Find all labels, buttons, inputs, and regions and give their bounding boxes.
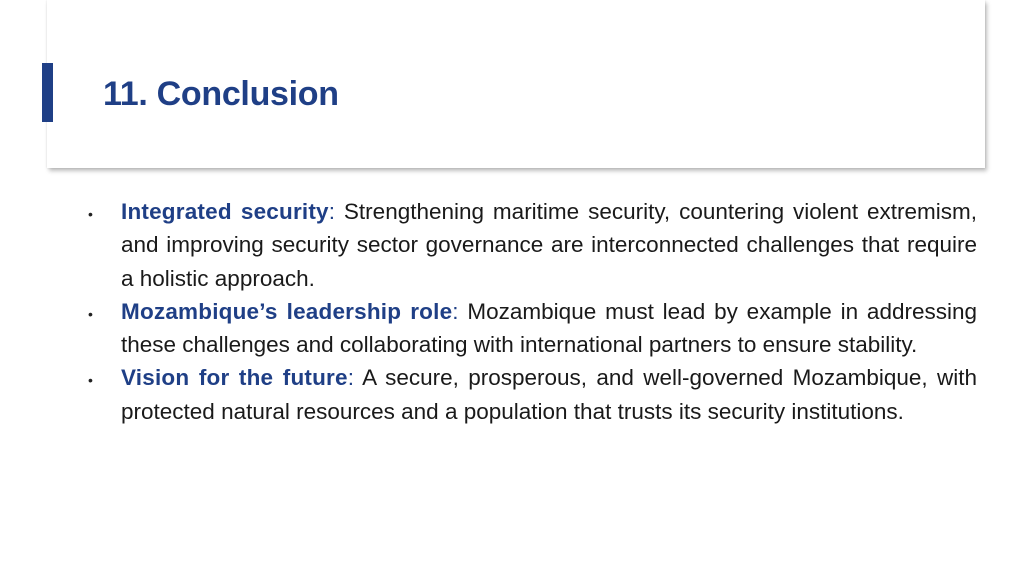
bullet-text: A secure, prosperous, and well-governed Mozambique, with protected natural resources and a population that trusts its security institutions. — [121, 365, 977, 424]
bullet-dot-icon: • — [88, 206, 93, 222]
bullet-text: Strengthening maritime security, countering violent extremism, and improving security sector governance are interconnected challenges that require a holistic approach. — [121, 199, 977, 291]
title-accent-bar — [42, 63, 53, 122]
bullet-dot-icon: • — [88, 372, 93, 389]
bullet-separator: : — [452, 298, 459, 324]
bullet-term: Vision for the future — [121, 365, 348, 391]
bullet-term: Mozambique’s leadership role — [121, 298, 453, 324]
slide-title: 11. Conclusion — [103, 75, 339, 113]
bullet-item-integrated-security — [80, 195, 977, 295]
bullet-item-vision — [80, 361, 977, 428]
bullet-separator: : — [347, 365, 354, 391]
bullet-separator: : — [328, 199, 336, 224]
bullet-term: Integrated security — [121, 199, 329, 224]
bullet-text: Mozambique must lead by example in addressing these challenges and collaborating with international partners to ensure stability. — [121, 298, 978, 358]
bullet-list — [80, 195, 977, 428]
bullet-dot-icon: • — [88, 305, 93, 322]
bullet-item-leadership-role — [80, 295, 977, 362]
